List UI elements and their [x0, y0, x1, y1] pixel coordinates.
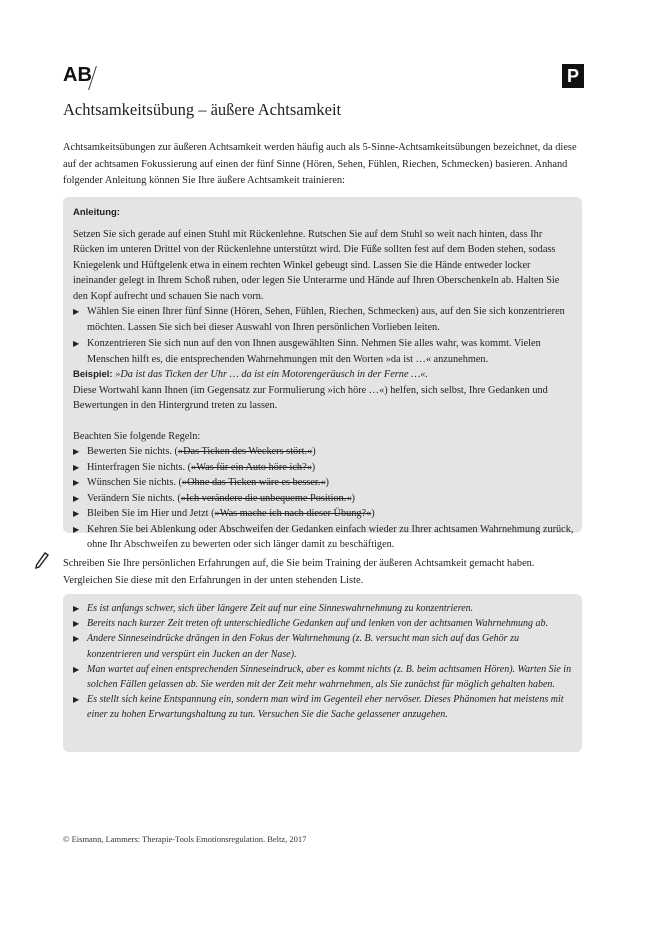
experience-text: Es ist anfangs schwer, sich über längere Zeit auf nur eine Sinneswahrnehmung zu konzentrieren.: [87, 603, 474, 614]
rule-example: »Ohne das Ticken wäre es besser.«: [181, 477, 326, 488]
bullet-icon: ▶: [73, 339, 80, 348]
wortwahl-paragraph: Diese Wortwahl kann Ihnen (im Gegensatz zur Formulierung »ich höre …«) helfen, sich selbst, Ihre Gedanken und Bewertungen in den Hintergrund treten zu lassen.: [73, 384, 548, 411]
rule-text: Verändern Sie nichts.: [87, 492, 175, 504]
bullet-icon: ▶: [73, 619, 80, 629]
bullet-icon: ▶: [73, 478, 80, 487]
rule-text: Bleiben Sie im Hier und Jetzt: [87, 508, 209, 519]
rule-text: Wünschen Sie nichts.: [87, 477, 176, 488]
experience-text: Andere Sinneseindrücke drängen in den Fokus der Wahrnehmung (z. B. versucht man sich auf das Gehör zu konzentrieren und verspürt ein Jucken an der Nase).: [87, 633, 519, 660]
patient-badge: P: [562, 64, 584, 88]
example-line: [73, 367, 575, 383]
rule-text: Hinterfragen Sie nichts.: [87, 461, 186, 473]
list-item: [73, 601, 575, 616]
page-header: [63, 64, 583, 94]
list-item: [73, 631, 575, 661]
step-text: Konzentrieren Sie sich nun auf den von Ihnen ausgewählten Sinn. Nehmen Sie alles wahr, was kommt. Vielen Menschen hilft es, die entsprechenden Wahrnehmungen mit den Worten »da ist …« anzunehmen.: [87, 338, 541, 365]
example-text: »Da ist das Ticken der Uhr … da ist ein Motorengeräusch in der Ferne …«.: [115, 369, 428, 380]
bullet-icon: ▶: [73, 664, 80, 674]
list-item: [73, 304, 575, 335]
rule-example: »Ich verändere die unbequeme Position.«: [180, 492, 352, 504]
bullet-icon: ▶: [73, 634, 80, 644]
experiences-box: [63, 594, 582, 752]
bullet-icon: ▶: [73, 493, 80, 503]
task-paragraph: Schreiben Sie Ihre persönlichen Erfahrungen auf, die Sie beim Training der äußeren Achtsamkeit gemacht haben. Vergleichen Sie diese mit den Erfahrungen in der unten stehenden Liste.: [63, 558, 535, 586]
copyright-footer: © Eismann, Lammers: Therapie-Tools Emotionsregulation. Beltz, 2017: [63, 834, 307, 844]
instructions-box: [63, 197, 582, 550]
rule-item: ▶ Bewerten Sie nichts. (»Das Ticken des Weckers stört.«): [73, 444, 575, 460]
experience-text: Man wartet auf einen entsprechenden Sinneseindruck, aber es kommt nichts (z. B. beim achtsamen Hören). Warten Sie in solchen Fällen gelassen ab. Sie werden mit der Zeit mehr wahrnehmen, als Sie zunächst für möglich gehalten haben.: [87, 663, 572, 691]
bullet-icon: ▶: [73, 604, 80, 613]
rule-example: »Was für ein Auto höre ich?«: [191, 461, 312, 473]
setup-paragraph: Setzen Sie sich gerade auf einen Stuhl mit Rückenlehne. Rutschen Sie auf dem Stuhl so weit nach hinten, dass Ihr Rücken im unteren Drittel von der Rückenlehne unterstützt wird. Die Füße sollten fest auf dem Boden stehen, sodass Kniegelenk und Hüftgelenk etwa in einem rechten Winkel gebeugt sind. Lassen Sie die Hände entweder locker ineinander gelegt in Ihrem Schoß ruhen, oder legen Sie Unterarme und Hände auf Ihren Oberschenkeln ab. Halten Sie den Kopf aufrecht und schauen Sie nach vorn.: [73, 228, 560, 302]
rule-item: ▶ Bleiben Sie im Hier und Jetzt (»Was mache ich nach dieser Übung?«): [73, 506, 575, 522]
intro-paragraph: Achtsamkeitsübungen zur äußeren Achtsamkeit werden häufig auch als 5-Sinne-Achtsamkeitsübungen bezeichnet, da diese auf der achtsamen Fokussierung auf einen der fünf Sinne (Hören, Sehen, Fühlen, Riechen, Schmecken) basieren. Anhand folgender Anleitung können Sie Ihre äußere Achtsamkeit trainieren:: [63, 142, 577, 186]
step-text: Wählen Sie einen Ihrer fünf Sinne (Hören, Sehen, Fühlen, Riechen, Schmecken) aus, auf den Sie sich konzentrieren möchten. Lassen Sie sich bei dieser Auswahl von Ihren persönlichen Vorlieben leiten.: [87, 306, 565, 333]
experience-text: Es stellt sich keine Entspannung ein, sondern man wird im Gegenteil eher nervöser. Dieses Phänomen hat meistens mit einer zu hohen Erwartungshaltung zu tun. Versuchen Sie die Sache gelassener anzugehen.: [87, 694, 564, 721]
list-item: [73, 616, 575, 631]
page-title: Achtsamkeitsübung – äußere Achtsamkeit: [63, 100, 342, 119]
instructions-heading: Anleitung:: [73, 207, 120, 218]
bullet-icon: ▶: [73, 524, 80, 534]
bullet-icon: ▶: [73, 307, 80, 316]
bullet-icon: ▶: [73, 509, 80, 518]
rule-text: Bewerten Sie nichts.: [87, 446, 172, 457]
rule-item: ▶ Wünschen Sie nichts. (»Ohne das Ticken wäre es besser.«): [73, 475, 575, 491]
rule-text: Kehren Sie bei Ablenkung oder Abschweifen der Gedanken einfach wieder zu Ihrer achtsamen Wahrnehmung zurück, ohne Ihr Abschweifen zu bewerten oder sich länger damit zu beschäftigen.: [87, 523, 574, 550]
bullet-icon: ▶: [73, 447, 80, 456]
pencil-icon: [34, 552, 50, 570]
bullet-icon: ▶: [73, 462, 80, 472]
rule-item: ▶ Hinterfragen Sie nichts. (»Was für ein Auto höre ich?«): [73, 460, 575, 476]
list-item: [73, 336, 575, 367]
rule-example: »Was mache ich nach dieser Übung?«: [214, 508, 372, 519]
rule-item: ▶ Verändern Sie nichts. (»Ich verändere die unbequeme Position.«): [73, 491, 575, 507]
list-item: [73, 692, 575, 722]
example-label: Beispiel:: [73, 369, 113, 380]
experience-text: Bereits nach kurzer Zeit treten oft unterschiedliche Gedanken auf und lenken von der achtsamen Wahrnehmung ab.: [87, 618, 549, 630]
bullet-icon: ▶: [73, 695, 80, 705]
list-item: [73, 662, 575, 692]
rule-item: [73, 522, 575, 553]
worksheet-label: AB: [63, 64, 92, 86]
rule-example: »Das Ticken des Weckers stört.«: [177, 446, 313, 457]
rules-intro: Beachten Sie folgende Regeln:: [73, 430, 201, 442]
